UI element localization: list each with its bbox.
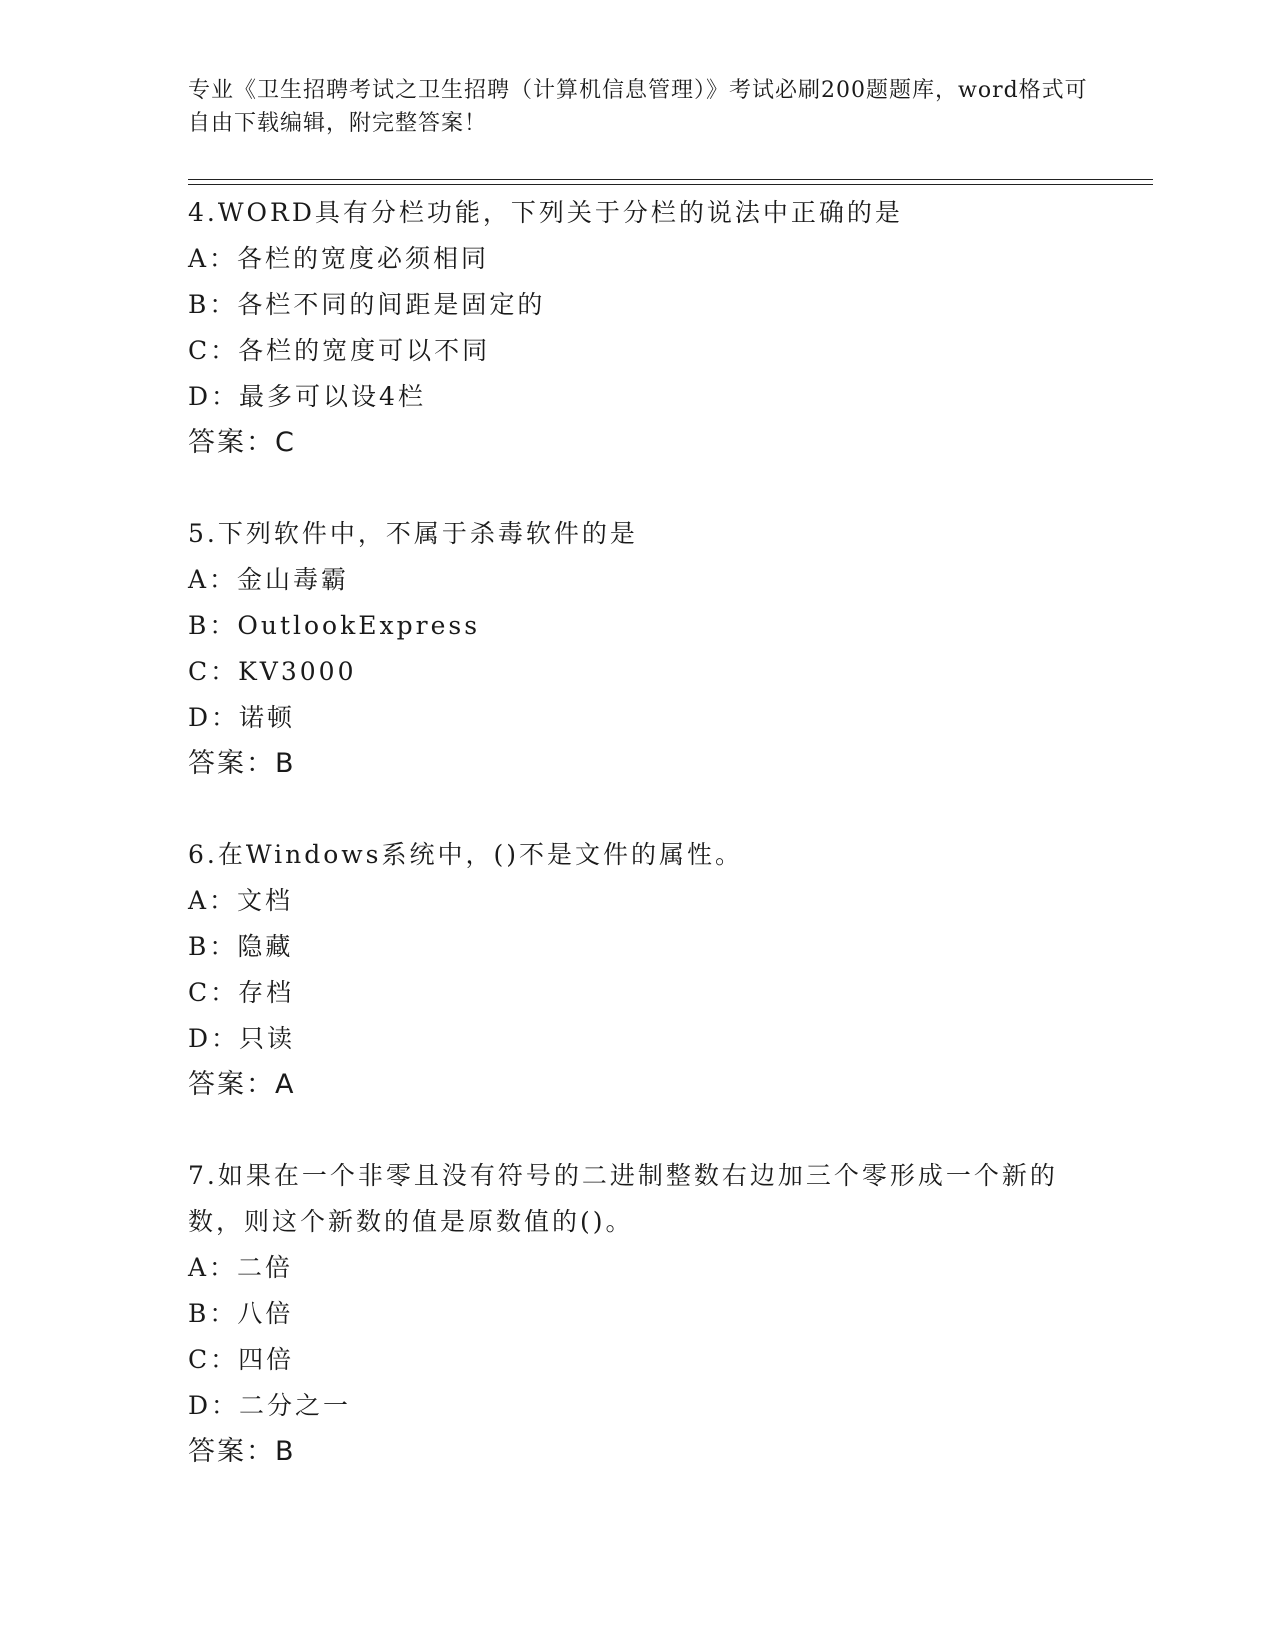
option-d: D：只读 bbox=[188, 1024, 296, 1053]
answer-line: 答案：B bbox=[188, 1436, 296, 1467]
question-item bbox=[188, 511, 1088, 787]
answer-line: 答案：A bbox=[188, 1069, 296, 1100]
question-title: 6.在Windows系统中，()不是文件的属性。 bbox=[188, 840, 743, 869]
option-a: A：金山毒霸 bbox=[188, 565, 350, 594]
question-list bbox=[188, 190, 1088, 1520]
option-a: A：文档 bbox=[188, 886, 294, 915]
question-title: 5.下列软件中，不属于杀毒软件的是 bbox=[188, 519, 638, 548]
option-c: C：各栏的宽度可以不同 bbox=[188, 336, 491, 365]
option-c: C：存档 bbox=[188, 978, 295, 1007]
option-a: A：各栏的宽度必须相同 bbox=[188, 244, 490, 273]
option-d: D：二分之一 bbox=[188, 1391, 352, 1420]
question-item bbox=[188, 190, 1088, 466]
answer-line: 答案：C bbox=[188, 427, 296, 458]
header-divider-bottom bbox=[188, 184, 1153, 185]
header-divider-top bbox=[188, 179, 1153, 180]
option-c: C：KV3000 bbox=[188, 657, 357, 686]
question-title: 4.WORD具有分栏功能，下列关于分栏的说法中正确的是 bbox=[188, 198, 903, 227]
option-b: B：各栏不同的间距是固定的 bbox=[188, 290, 546, 319]
document-header: 专业《卫生招聘考试之卫生招聘（计算机信息管理）》考试必刷200题题库，word格式可自由下载编辑，附完整答案！ bbox=[188, 78, 1088, 136]
question-item bbox=[188, 832, 1088, 1108]
option-b: B：OutlookExpress bbox=[188, 611, 481, 640]
answer-line: 答案：B bbox=[188, 748, 296, 779]
option-b: B：隐藏 bbox=[188, 932, 294, 961]
option-d: D：最多可以设4栏 bbox=[188, 382, 426, 411]
question-title: 7.如果在一个非零且没有符号的二进制整数右边加三个零形成一个新的数，则这个新数的值是原数值的()。 bbox=[188, 1161, 1058, 1236]
option-c: C：四倍 bbox=[188, 1345, 295, 1374]
option-b: B：八倍 bbox=[188, 1299, 294, 1328]
question-item bbox=[188, 1153, 1088, 1475]
option-d: D：诺顿 bbox=[188, 703, 296, 732]
option-a: A：二倍 bbox=[188, 1253, 294, 1282]
